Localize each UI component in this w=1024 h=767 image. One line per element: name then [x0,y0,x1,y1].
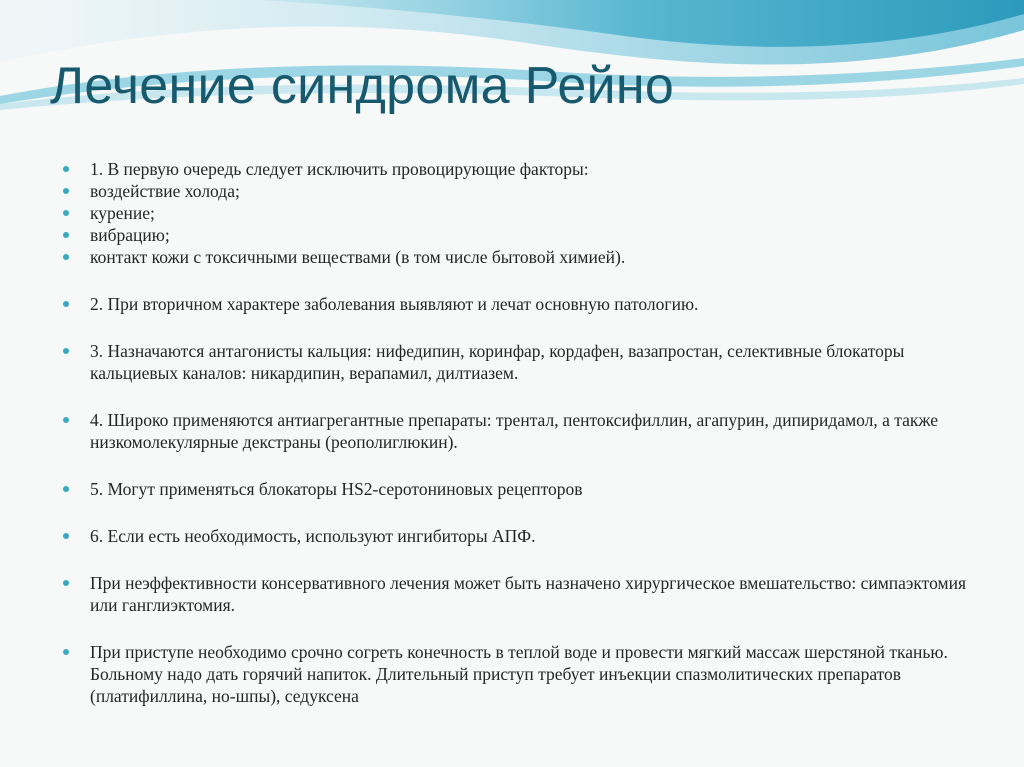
list-item: 5. Могут применяться блокаторы HS2-серотониновых рецепторов [62,478,982,500]
list-item: курение; [62,202,982,224]
list-item: вибрацию; [62,224,982,246]
list-item: 3. Назначаются антагонисты кальция: нифедипин, коринфар, кордафен, вазапростан, селективные блокаторы кальциевых каналов: никардипин, верапамил, дилтиазем. [62,340,982,384]
list-item: При приступе необходимо срочно согреть конечность в теплой воде и провести мягкий массаж шерстяной тканью. Больному надо дать горячий напиток. Длительный приступ требует инъекции спазмолитических препаратов (платифиллина, но-шпы), седуксена [62,641,982,707]
list-item: контакт кожи с токсичными веществами (в том числе бытовой химией). [62,246,982,268]
list-item: 2. При вторичном характере заболевания выявляют и лечат основную патологию. [62,293,982,315]
list-item: При неэффективности консервативного лечения может быть назначено хирургическое вмешательство: симпаэктомия или ганглиэктомия. [62,572,982,616]
bullet-list [62,158,982,707]
slide-title: Лечение синдрома Рейно [50,57,675,115]
list-item: 1. В первую очередь следует исключить провоцирующие факторы: [62,158,982,180]
list-item: воздействие холода; [62,180,982,202]
list-item: 4. Широко применяются антиагрегантные препараты: трентал, пентоксифиллин, агапурин, дипиридамол, а также низкомолекулярные декстраны (реополиглюкин). [62,409,982,453]
list-item: 6. Если есть необходимость, используют ингибиторы АПФ. [62,525,982,547]
